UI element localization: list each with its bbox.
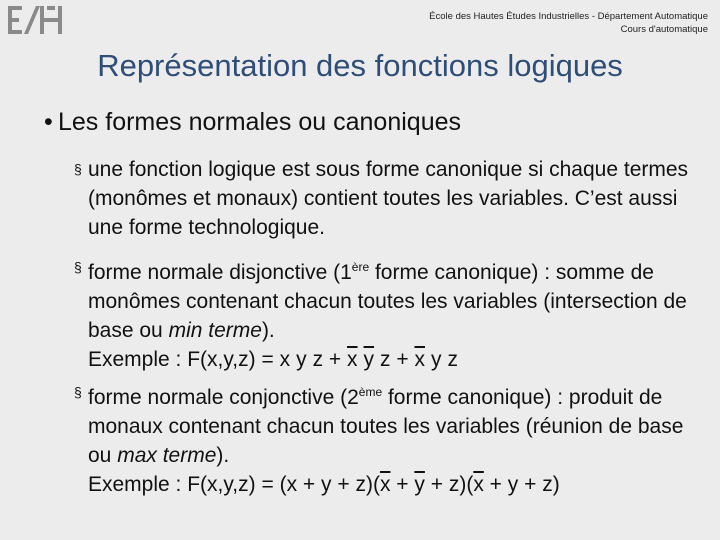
paren-close: ) bbox=[459, 473, 467, 496]
var-z: z bbox=[380, 348, 391, 371]
var-y-complement: $\overline{y}$ bbox=[414, 473, 425, 496]
list-item-definition bbox=[74, 155, 694, 242]
plus-operator: + bbox=[396, 348, 409, 371]
var-y: y bbox=[296, 348, 307, 371]
conjunctive-text bbox=[88, 378, 694, 499]
slide-title: Représentation des fonctions logiques bbox=[97, 48, 623, 83]
var-z: z bbox=[447, 348, 458, 371]
var-z: z bbox=[448, 473, 460, 496]
paren-open: ( bbox=[279, 473, 287, 496]
ehei-logo bbox=[6, 4, 66, 36]
disjunctive-text-1: forme normale disjonctive (1 bbox=[88, 261, 352, 284]
plus-operator: + bbox=[483, 473, 508, 496]
ordinal-superscript: ère bbox=[351, 260, 370, 274]
list-item-disjunctive bbox=[74, 253, 694, 374]
min-terme: min terme bbox=[168, 319, 262, 342]
disjunctive-text bbox=[88, 253, 694, 374]
max-terme: max terme bbox=[117, 444, 217, 467]
var-y-complement: $\overline{y}$ bbox=[363, 348, 375, 371]
definition-text: une fonction logique est sous forme canonique si chaque termes (monômes et monaux) contient toutes les variables. C’est aussi une forme technologique. bbox=[88, 158, 689, 239]
var-z: z bbox=[355, 473, 366, 496]
example-prefix: Exemple : F(x,y,z) = bbox=[88, 348, 280, 371]
section-marker-icon: § bbox=[74, 259, 82, 275]
disjunctive-text-2: forme canonique) : somme de monômes contenant chacun toutes les variables (intersection de base ou bbox=[88, 261, 687, 342]
disjunctive-text-3: ). bbox=[261, 319, 275, 342]
var-z: z bbox=[312, 348, 324, 371]
plus-operator: + bbox=[331, 473, 356, 496]
plus-operator: + bbox=[424, 473, 449, 496]
conjunctive-text-2: forme canonique) : produit de monaux contenant chacun toutes les variables (réunion de base ou bbox=[88, 386, 684, 467]
paren-open: ( bbox=[372, 473, 380, 496]
disjunctive-example bbox=[88, 348, 458, 371]
header bbox=[429, 10, 708, 36]
example-prefix: Exemple : F(x,y,z) = bbox=[88, 473, 280, 496]
list-item-conjunctive bbox=[74, 378, 694, 499]
var-x: x bbox=[286, 473, 298, 496]
var-x-complement: $\overline{x}$ bbox=[473, 473, 484, 496]
plus-operator: + bbox=[390, 473, 415, 496]
section-marker-icon: § bbox=[74, 384, 82, 400]
conjunctive-text-3: ). bbox=[216, 444, 230, 467]
ordinal-superscript: ème bbox=[358, 385, 383, 399]
conjunctive-example bbox=[88, 473, 560, 496]
var-y: y bbox=[430, 348, 442, 371]
header-course: Cours d'automatique bbox=[620, 24, 708, 35]
paren-close: ) bbox=[552, 473, 560, 496]
var-y: y bbox=[507, 473, 519, 496]
var-x-complement: $\overline{x}$ bbox=[414, 348, 425, 371]
plus-operator: + bbox=[328, 348, 342, 371]
var-y: y bbox=[321, 473, 332, 496]
paren-open: ( bbox=[466, 473, 474, 496]
bullet-icon: • bbox=[44, 108, 53, 136]
section-heading bbox=[44, 108, 461, 137]
plus-operator: + bbox=[297, 473, 322, 496]
section-heading-text: Les formes normales ou canoniques bbox=[58, 108, 462, 136]
var-x-complement: $\overline{x}$ bbox=[347, 348, 358, 371]
header-institution: École des Hautes Études Industrielles - Département Automatique bbox=[429, 11, 708, 22]
var-x: x bbox=[279, 348, 291, 371]
conjunctive-text-1: forme normale conjonctive (2 bbox=[88, 386, 359, 409]
plus-operator: + bbox=[518, 473, 543, 496]
section-marker-icon: § bbox=[74, 161, 82, 177]
var-z: z bbox=[542, 473, 553, 496]
paren-close: ) bbox=[365, 473, 373, 496]
var-x-complement: $\overline{x}$ bbox=[379, 473, 391, 496]
